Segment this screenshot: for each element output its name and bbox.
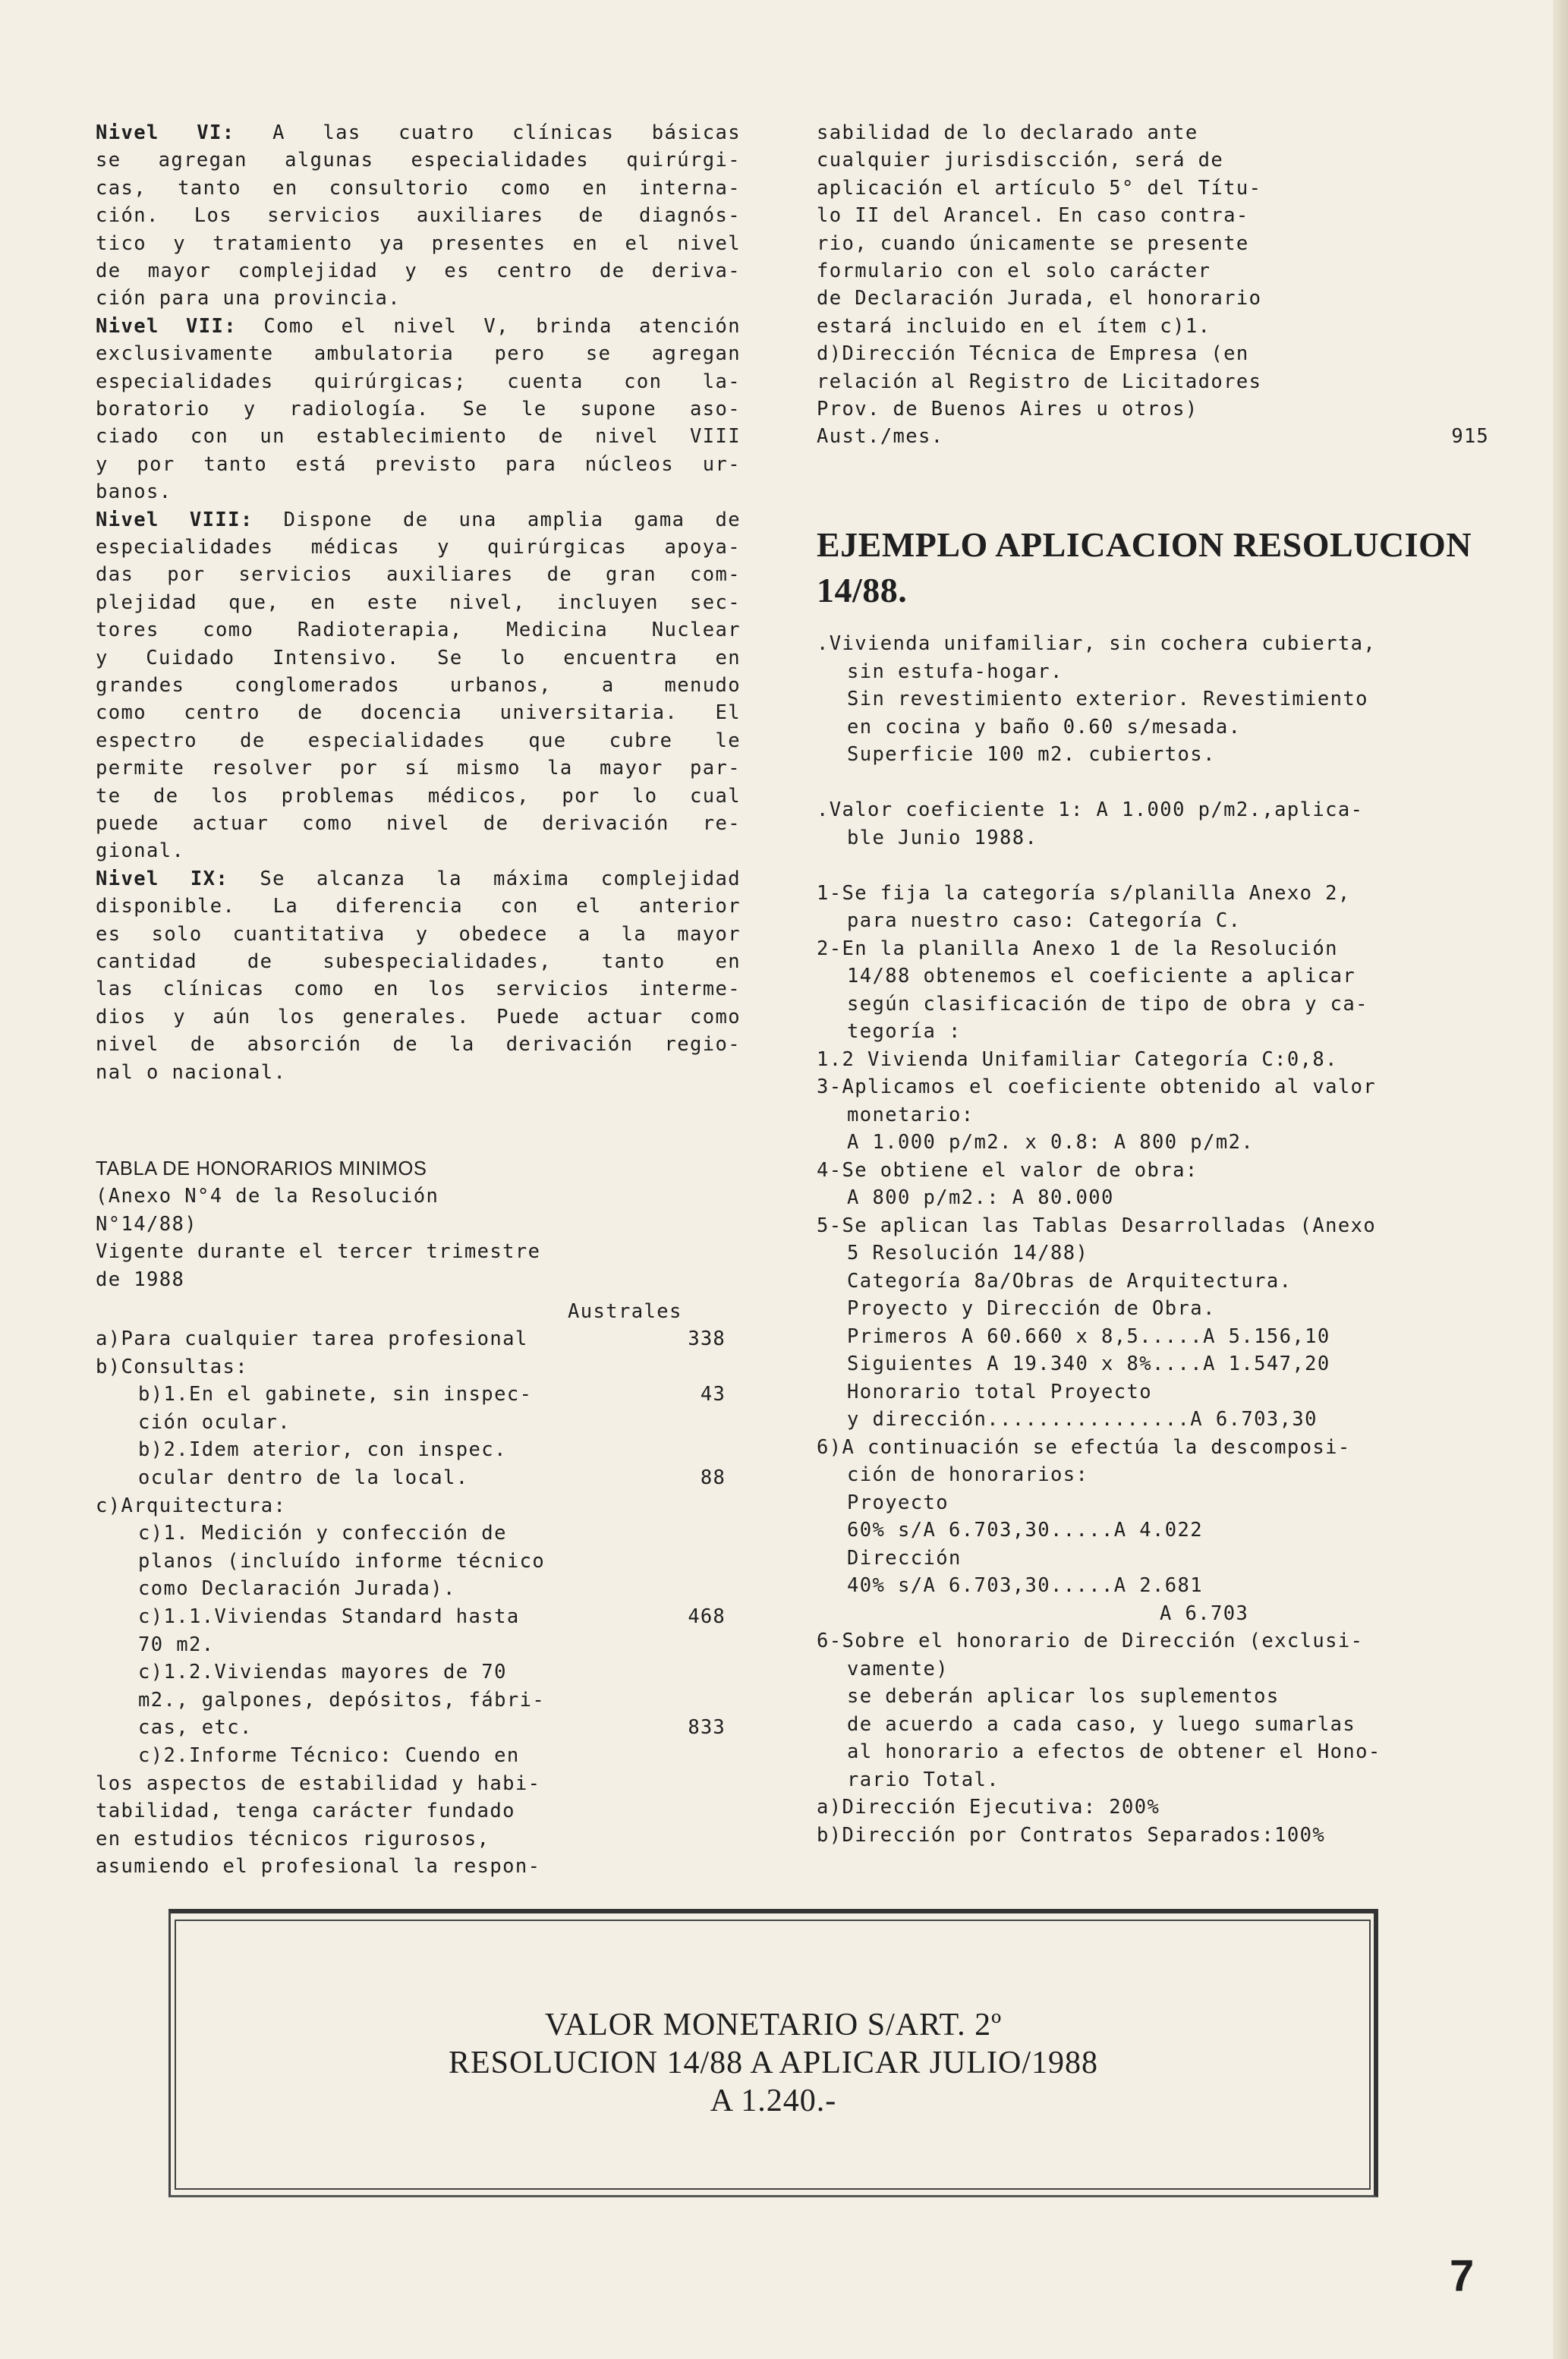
example-line: 60% s/A 6.703,30.....A 4.022 bbox=[847, 1519, 1204, 1542]
example-line: y dirección................A 6.703,30 bbox=[847, 1408, 1318, 1431]
body-line bbox=[96, 672, 741, 699]
example-line: para nuestro caso: Categoría C. bbox=[847, 909, 1242, 932]
line-text: ción para una provincia. bbox=[96, 287, 401, 310]
table-intro-line: de 1988 bbox=[96, 1268, 185, 1291]
line-text: te de los problemas médicos, por lo cual bbox=[96, 784, 741, 808]
example-line: Siguientes A 19.340 x 8%....A 1.547,20 bbox=[847, 1353, 1330, 1375]
body-line bbox=[96, 975, 741, 1003]
body-line bbox=[96, 202, 741, 229]
line-text: Dispone de una amplia gama de bbox=[253, 508, 741, 531]
example-heading-line: EJEMPLO APLICACION RESOLUCION bbox=[817, 525, 1472, 564]
line-text: permite resolver por sí mismo la mayor par- bbox=[96, 757, 741, 780]
table-title: TABLA DE HONORARIOS MINIMOS bbox=[96, 1158, 427, 1180]
body-line bbox=[96, 478, 741, 506]
fee-value: 338 bbox=[688, 1328, 726, 1350]
line-text: puede actuar como nivel de derivación re- bbox=[96, 812, 741, 835]
example-line: ción de honorarios: bbox=[847, 1463, 1089, 1486]
body-line bbox=[96, 948, 741, 975]
line-text: dios y aún los generales. Puede actuar como bbox=[96, 1005, 741, 1028]
continuation-line: de Declaración Jurada, el honorario bbox=[817, 287, 1262, 310]
line-text: disponible. La diferencia con el anterior bbox=[96, 895, 741, 918]
fee-line: cas, etc. bbox=[138, 1716, 253, 1740]
example-line: Sin revestimiento exterior. Revestimiento bbox=[847, 688, 1368, 710]
line-text: de mayor complejidad y es centro de deriva- bbox=[96, 260, 741, 282]
continuation-line: estará incluido en el ítem c)1. bbox=[817, 314, 1211, 338]
line-text: cantidad de subespecialidades, tanto en bbox=[96, 950, 741, 973]
line-text: ción. Los servicios auxiliares de diagnós- bbox=[96, 204, 741, 228]
example-line: según clasificación de tipo de obra y ca- bbox=[847, 992, 1368, 1016]
page-number: 7 bbox=[1450, 2251, 1475, 2301]
example-line: al honorario a efectos de obtener el Hono- bbox=[847, 1740, 1381, 1763]
body-line bbox=[96, 506, 741, 534]
body-line bbox=[96, 534, 741, 561]
body-line bbox=[96, 175, 741, 202]
example-line: monetario: bbox=[847, 1103, 974, 1126]
body-line bbox=[96, 699, 741, 726]
line-text: especialidades médicas y quirúrgicas apoya- bbox=[96, 536, 741, 559]
body-line bbox=[96, 230, 741, 257]
example-line: rario Total. bbox=[847, 1768, 1000, 1791]
line-text: las clínicas como en los servicios interme- bbox=[96, 978, 741, 1001]
continuation-line: relación al Registro de Licitadores bbox=[817, 370, 1262, 393]
valor-monetario-box bbox=[168, 1909, 1378, 2197]
fee-line: a)Para cualquier tarea profesional bbox=[96, 1328, 528, 1350]
fee-line: c)1.1.Viviendas Standard hasta bbox=[138, 1605, 520, 1628]
body-line bbox=[96, 1003, 741, 1031]
body-line bbox=[96, 644, 741, 672]
body-line bbox=[96, 616, 741, 644]
example-line: Superficie 100 m2. cubiertos. bbox=[847, 743, 1216, 766]
example-line: 4-Se obtiene el valor de obra: bbox=[817, 1158, 1198, 1182]
example-line: Proyecto bbox=[847, 1491, 949, 1514]
line-text: grandes conglomerados urbanos, a menudo bbox=[96, 674, 741, 697]
line-text: es solo cuantitativa y obedece a la mayor bbox=[96, 922, 741, 946]
example-line: 3-Aplicamos el coeficiente obtenido al valor bbox=[817, 1076, 1377, 1098]
example-line: sin estufa-hogar. bbox=[847, 660, 1063, 683]
fee-line: en estudios técnicos rigurosos, bbox=[96, 1827, 490, 1850]
continuation-line: d)Dirección Técnica de Empresa (en bbox=[817, 342, 1249, 366]
example-line: 6)A continuación se efectúa la descomposi- bbox=[817, 1435, 1351, 1459]
body-line bbox=[96, 451, 741, 478]
fee-line: c)Arquitectura: bbox=[96, 1494, 287, 1517]
level-label: Nivel VII: bbox=[96, 314, 238, 338]
example-line: 1-Se fija la categoría s/planilla Anexo 2, bbox=[817, 881, 1351, 905]
body-line bbox=[96, 1059, 741, 1086]
body-line bbox=[96, 727, 741, 754]
line-text: plejidad que, en este nivel, incluyen sec- bbox=[96, 591, 741, 614]
table-intro-line: (Anexo N°4 de la Resolución bbox=[96, 1185, 439, 1208]
line-text: gional. bbox=[96, 839, 185, 863]
fee-line: 70 m2. bbox=[138, 1633, 215, 1656]
fee-line: ción ocular. bbox=[138, 1410, 291, 1434]
body-line bbox=[96, 810, 741, 837]
line-text: boratorio y radiología. Se le supone aso- bbox=[96, 398, 741, 420]
example-line: 14/88 obtenemos el coeficiente a aplicar bbox=[847, 965, 1356, 987]
continuation-line: Aust./mes. bbox=[817, 425, 944, 449]
fee-value: 88 bbox=[700, 1466, 726, 1489]
continuation-line: lo II del Arancel. En caso contra- bbox=[817, 204, 1249, 228]
fee-line: c)1. Medición y confección de bbox=[138, 1522, 507, 1545]
body-line bbox=[96, 119, 741, 146]
example-heading-line: 14/88. bbox=[817, 571, 908, 609]
example-line: b)Dirección por Contratos Separados:100% bbox=[817, 1823, 1326, 1847]
example-line: Proyecto y Dirección de Obra. bbox=[847, 1297, 1216, 1320]
fee-line: ocular dentro de la local. bbox=[138, 1466, 469, 1489]
fee-line: c)1.2.Viviendas mayores de 70 bbox=[138, 1661, 507, 1684]
example-line: a)Dirección Ejecutiva: 200% bbox=[817, 1796, 1160, 1819]
continuation-line: formulario con el solo carácter bbox=[817, 260, 1211, 282]
fee-line: asumiendo el profesional la respon- bbox=[96, 1855, 541, 1879]
line-text: y Cuidado Intensivo. Se lo encuentra en bbox=[96, 646, 741, 669]
line-text: das por servicios auxiliares de gran com- bbox=[96, 563, 741, 587]
example-line: .Vivienda unifamiliar, sin cochera cubierta, bbox=[817, 632, 1377, 655]
currency-header: Australes bbox=[568, 1300, 682, 1323]
continuation-line: sabilidad de lo declarado ante bbox=[817, 121, 1198, 144]
example-line: 6-Sobre el honorario de Dirección (exclusi- bbox=[817, 1630, 1364, 1652]
example-line: Honorario total Proyecto bbox=[847, 1380, 1153, 1403]
line-text: y por tanto está previsto para núcleos ur- bbox=[96, 452, 741, 476]
line-text: cas, tanto en consultorio como en interna- bbox=[96, 176, 741, 200]
example-line: .Valor coeficiente 1: A 1.000 p/m2.,aplica- bbox=[817, 798, 1364, 821]
continuation-line: Prov. de Buenos Aires u otros) bbox=[817, 398, 1198, 420]
body-line bbox=[96, 837, 741, 865]
line-text: Como el nivel V, brinda atención bbox=[237, 314, 741, 338]
example-line: Primeros A 60.660 x 8,5.....A 5.156,10 bbox=[847, 1324, 1330, 1348]
example-line: Categoría 8a/Obras de Arquitectura. bbox=[847, 1269, 1292, 1293]
body-line bbox=[96, 561, 741, 588]
fee-value: 833 bbox=[688, 1716, 726, 1740]
direccion-tecnica-value: 915 bbox=[1451, 425, 1489, 449]
line-text: nivel de absorción de la derivación regio- bbox=[96, 1033, 741, 1057]
body-line bbox=[96, 146, 741, 174]
body-line bbox=[96, 893, 741, 920]
line-text: especialidades quirúrgicas; cuenta con la- bbox=[96, 370, 741, 393]
box-line-2: RESOLUCION 14/88 A APLICAR JULIO/1988 bbox=[448, 2046, 1099, 2080]
line-text: nal o nacional. bbox=[96, 1060, 287, 1084]
line-text: tico y tratamiento ya presentes en el nivel bbox=[96, 231, 741, 255]
box-line-3: A 1.240.- bbox=[710, 2083, 837, 2118]
body-line bbox=[96, 395, 741, 423]
body-line bbox=[96, 257, 741, 285]
example-line: 1.2 Vivienda Unifamiliar Categoría C:0,8. bbox=[817, 1047, 1338, 1071]
body-line bbox=[96, 754, 741, 782]
body-line bbox=[96, 865, 741, 893]
page-edge-shadow bbox=[1553, 0, 1568, 2359]
fee-value: 468 bbox=[688, 1605, 726, 1628]
fee-line: b)2.Idem aterior, con inspec. bbox=[138, 1438, 507, 1462]
fee-line: planos (incluído informe técnico bbox=[138, 1549, 546, 1573]
line-text: se agregan algunas especialidades quirúrgi- bbox=[96, 149, 741, 172]
example-line: de acuerdo a cada caso, y luego sumarlas bbox=[847, 1712, 1356, 1736]
example-line: A 800 p/m2.: A 80.000 bbox=[847, 1186, 1114, 1209]
line-text: ciado con un establecimiento de nivel VIII bbox=[96, 425, 741, 449]
body-line bbox=[96, 1031, 741, 1058]
fee-value: 43 bbox=[700, 1383, 726, 1406]
example-line: 40% s/A 6.703,30.....A 2.681 bbox=[847, 1574, 1204, 1597]
line-text: espectro de especialidades que cubre le bbox=[96, 729, 741, 752]
continuation-line: rio, cuando únicamente se presente bbox=[817, 231, 1249, 255]
line-text: A las cuatro clínicas básicas bbox=[235, 121, 741, 144]
body-line bbox=[96, 285, 741, 312]
body-line bbox=[96, 368, 741, 395]
example-line: en cocina y baño 0.60 s/mesada. bbox=[847, 715, 1242, 739]
fee-line: b)Consultas: bbox=[96, 1355, 249, 1378]
level-label: Nivel IX: bbox=[96, 867, 229, 890]
example-line: A 6.703 bbox=[1160, 1602, 1249, 1625]
line-text: tores como Radioterapia, Medicina Nuclear bbox=[96, 619, 741, 642]
continuation-line: aplicación el artículo 5° del Títu- bbox=[817, 176, 1262, 200]
body-line bbox=[96, 921, 741, 948]
body-line bbox=[96, 313, 741, 340]
example-line: 2-En la planilla Anexo 1 de la Resolución bbox=[817, 937, 1338, 960]
body-line bbox=[96, 340, 741, 367]
example-line: tegoría : bbox=[847, 1020, 962, 1043]
level-label: Nivel VI: bbox=[96, 121, 235, 144]
body-line bbox=[96, 423, 741, 450]
body-line bbox=[96, 589, 741, 616]
level-label: Nivel VIII: bbox=[96, 508, 253, 531]
table-intro-line: Vigente durante el tercer trimestre bbox=[96, 1240, 541, 1263]
example-line: Dirección bbox=[847, 1546, 962, 1570]
fee-line: b)1.En el gabinete, sin inspec- bbox=[138, 1383, 533, 1406]
example-line: vamente) bbox=[847, 1657, 949, 1680]
example-line: 5-Se aplican las Tablas Desarrolladas (Anexo bbox=[817, 1214, 1377, 1237]
fee-line: los aspectos de estabilidad y habi- bbox=[96, 1772, 541, 1795]
example-line: se deberán aplicar los suplementos bbox=[847, 1685, 1280, 1708]
line-text: exclusivamente ambulatoria pero se agregan bbox=[96, 342, 741, 366]
line-text: Se alcanza la máxima complejidad bbox=[228, 867, 741, 890]
example-line: 5 Resolución 14/88) bbox=[847, 1242, 1089, 1265]
fee-line: m2., galpones, depósitos, fábri- bbox=[138, 1688, 546, 1712]
line-text: banos. bbox=[96, 480, 172, 504]
fee-line: como Declaración Jurada). bbox=[138, 1577, 456, 1601]
fee-line: c)2.Informe Técnico: Cuendo en bbox=[138, 1744, 520, 1767]
example-line: A 1.000 p/m2. x 0.8: A 800 p/m2. bbox=[847, 1131, 1255, 1154]
table-intro-line: N°14/88) bbox=[96, 1212, 198, 1236]
box-line-1: VALOR MONETARIO S/ART. 2º bbox=[544, 2008, 1003, 2042]
body-line bbox=[96, 783, 741, 810]
fee-line: tabilidad, tenga carácter fundado bbox=[96, 1800, 515, 1823]
line-text: como centro de docencia universitaria. El bbox=[96, 701, 741, 725]
continuation-line: cualquier jurisdiscción, será de bbox=[817, 149, 1224, 172]
example-line: ble Junio 1988. bbox=[847, 826, 1038, 849]
